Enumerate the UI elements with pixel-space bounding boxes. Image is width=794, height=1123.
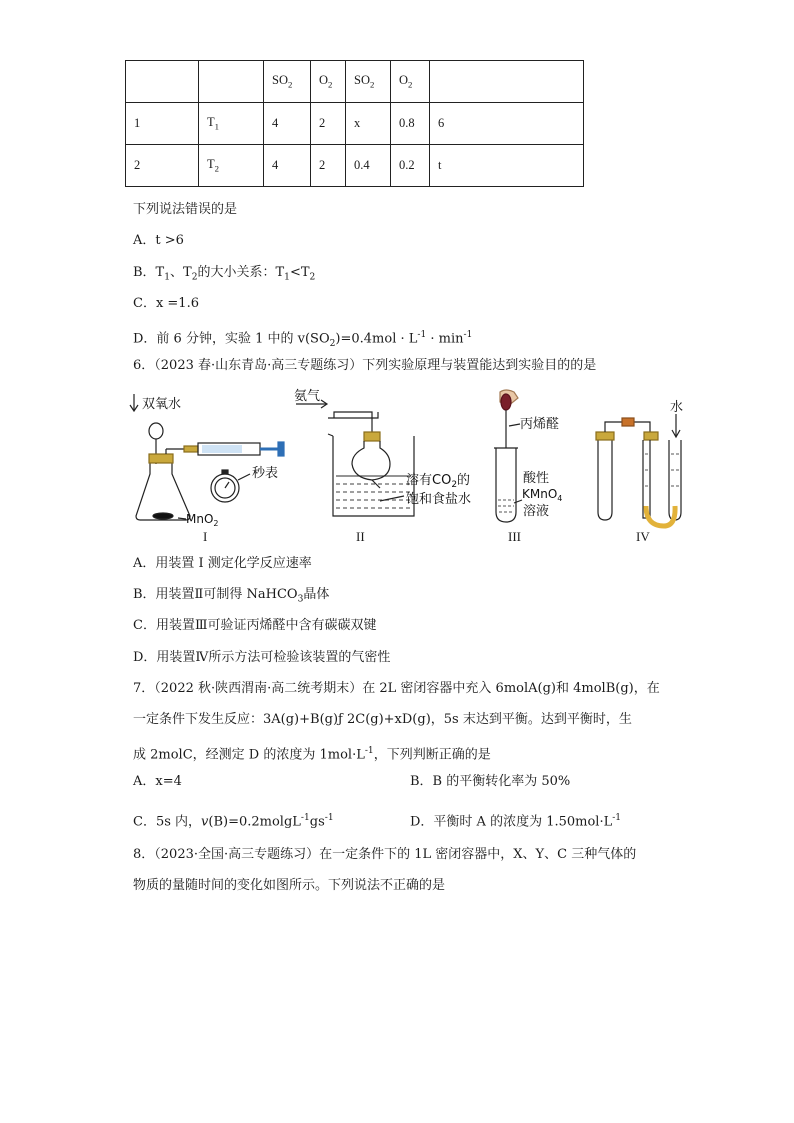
q5-option-c: C．x =1.6: [133, 296, 199, 311]
table-cell: $T_2$: [199, 145, 264, 187]
q7-option-a: A．x=4: [133, 774, 182, 789]
q8-stem-line2: 物质的量随时间的变化如图所示。下列说法不正确的是: [133, 878, 446, 893]
fig-label-iii: III: [508, 529, 521, 544]
table-cell: 0.4: [346, 145, 391, 187]
funnel-bulb: [149, 423, 163, 439]
table-cell: 0.8: [391, 103, 430, 145]
dropper-bulb: [501, 394, 511, 410]
q7-option-d: D．平衡时 A 的浓度为 $1.50mol\cdot L^{-1}$: [410, 813, 622, 830]
table-cell: 0.2: [391, 145, 430, 187]
fig-label-ii: II: [356, 529, 365, 544]
inverted-funnel: [352, 441, 390, 480]
q6-option-b: B．用装置Ⅱ可制得 NaHCO$_3$晶体: [133, 587, 330, 605]
q7-stem-line1: 7．（2022 秋·陕西渭南·高二统考期末）在 2L 密闭容器中充入 6molA(g)和 4molB(g)，在: [133, 681, 660, 696]
table-cell: x: [346, 103, 391, 145]
table-row: [126, 103, 584, 145]
table-cell: 2: [311, 103, 346, 145]
q6-option-a: A．用装置 I 测定化学反应速率: [133, 556, 312, 571]
label-brine: 饱和食盐水: [406, 492, 472, 507]
apparatus-iv: [596, 414, 681, 526]
table-row: [126, 145, 584, 187]
label-solution: 溶液: [523, 504, 550, 519]
label-co2: 溶有$CO_2$的: [406, 473, 471, 490]
label-watch: 秒表: [252, 466, 279, 481]
apparatus-iii: [494, 390, 522, 522]
table-cell: 6: [430, 103, 584, 145]
apparatus-figure: [128, 388, 708, 546]
table-cell: 1: [126, 103, 199, 145]
q5-option-a: A．t >6: [133, 233, 184, 248]
label-mno2: MnO$_2$: [186, 512, 219, 528]
table-cell: t: [430, 145, 584, 187]
table-cell: 2: [126, 145, 199, 187]
table-header-cell: $SO_2$: [346, 61, 391, 103]
mno2-powder: [153, 513, 173, 519]
table-header-cell: $SO_2$: [264, 61, 311, 103]
table-cell: 2: [311, 145, 346, 187]
q7-option-c: C．5s 内，$v(B)=0.2molgL^{-1}gs^{-1}$: [133, 813, 334, 830]
q5-option-d: D．前 6 分钟，实验 1 中的 $v(SO_2)=0.4mol \cdot L^{-1} \cdot \min^{-1}$: [133, 330, 473, 349]
table-cell: 4: [264, 145, 311, 187]
flask-stopper: [149, 454, 173, 463]
label-acid: 酸性: [523, 471, 550, 486]
q6-option-c: C．用装置Ⅲ可验证丙烯醛中含有碳碳双键: [133, 618, 377, 633]
q6-stem: 6．（2023 春·山东青岛·高三专题练习）下列实验原理与装置能达到实验目的的是: [133, 358, 597, 373]
test-tube: [496, 448, 516, 522]
fig-label-i: I: [203, 529, 208, 544]
q6-option-d: D．用装置Ⅳ所示方法可检验该装置的气密性: [133, 650, 391, 665]
table-header-cell: [430, 61, 584, 103]
q7-stem-line2: 一定条件下发生反应：3A(g)+B(g)ƒ 2C(g)+xD(g)，5s 末达到平衡。达到平衡时，生: [133, 712, 632, 727]
q7-stem-line3: 成 2molC，经测定 D 的浓度为 $1mol\cdot L^{-1}$，下列判断正确的是: [133, 746, 491, 763]
label-kmno4: KMnO$_4$: [522, 487, 563, 503]
table-header-cell: [126, 61, 199, 103]
q5-prompt: 下列说法错误的是: [133, 202, 238, 217]
table-header-cell: $O_2$: [391, 61, 430, 103]
table-cell: $T_1$: [199, 103, 264, 145]
experiment-table: [125, 60, 584, 187]
q7-option-b: B．B 的平衡转化率为 50%: [410, 774, 571, 789]
label-h2o2: 双氧水: [142, 397, 182, 412]
q5-option-b: B．$T_1$、$T_2$的大小关系：$T_1<T_2$: [133, 265, 316, 283]
table-header-cell: $O_2$: [311, 61, 346, 103]
fig-label-iv: IV: [636, 529, 650, 544]
table-cell: 4: [264, 103, 311, 145]
test-tube-left: [598, 438, 612, 520]
label-acrolein: 丙烯醛: [520, 417, 560, 432]
label-water: 水: [670, 400, 684, 415]
apparatus-ii: [296, 400, 414, 516]
apparatus-i: [130, 394, 284, 520]
syringe-plunger: [278, 442, 284, 456]
table-header-row: [126, 61, 584, 103]
table-header-cell: [199, 61, 264, 103]
conical-flask: [136, 462, 190, 520]
q8-stem-line1: 8．（2023·全国·高三专题练习）在一定条件下的 1L 密闭容器中，X、Y、C 三种气体的: [133, 847, 637, 862]
clamp-icon: [622, 418, 634, 426]
label-ammonia: 氨气: [294, 389, 321, 404]
